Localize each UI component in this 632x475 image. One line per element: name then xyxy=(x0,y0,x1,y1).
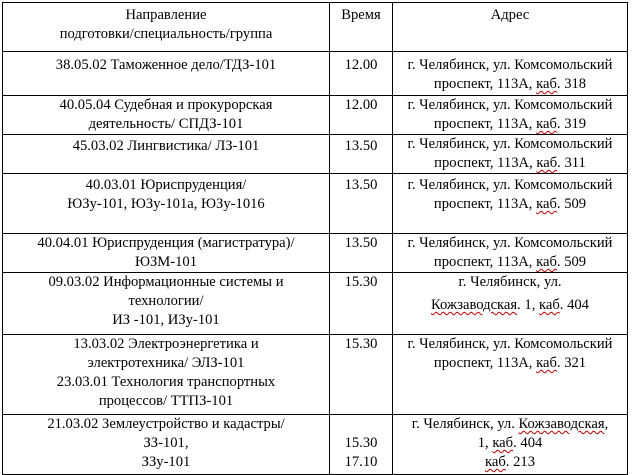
table-row xyxy=(3,174,628,234)
cell-time: 15.30 17.10 xyxy=(330,415,393,475)
header-direction-line1: Направление xyxy=(125,7,207,23)
header-direction xyxy=(3,3,330,52)
table-row xyxy=(3,96,628,135)
cell-direction: 21.03.02 Землеустройство и кадастры/ ЗЗ-101, ЗЗу-101 xyxy=(3,415,330,475)
schedule-table xyxy=(2,2,628,475)
cell-address: г. Челябинск, ул. Кожзаводская. 1, каб. 404 xyxy=(393,273,628,335)
header-time: Время xyxy=(330,3,393,52)
cell-address: г. Челябинск, ул. Кожзаводская, 1, каб. 404 каб. 213 xyxy=(393,415,628,475)
cell-direction: 13.03.02 Электроэнергетика и электротехника/ ЭЛЗ-101 23.03.01 Технология транспортных процессов/ ТТПЗ-101 xyxy=(3,335,330,415)
table-row xyxy=(3,234,628,273)
table-row xyxy=(3,52,628,96)
cell-address: г. Челябинск, ул. Комсомольский проспект, 113А, каб. 319 xyxy=(393,96,628,135)
cell-address: г. Челябинск, ул. Комсомольский проспект, 113А, каб. 509 xyxy=(393,174,628,234)
cell-direction: 40.03.01 Юриспруденция/ ЮЗу-101, ЮЗу-101а, ЮЗу-1016 xyxy=(3,174,330,234)
table-row xyxy=(3,335,628,415)
cell-time: 13.50 xyxy=(330,174,393,234)
cell-time: 15.30 xyxy=(330,273,393,335)
cell-time: 12.00 xyxy=(330,52,393,96)
table-header-row xyxy=(3,3,628,52)
cell-direction: 09.03.02 Информационные системы и технологии/ ИЗ -101, ИЗу-101 xyxy=(3,273,330,335)
table-row xyxy=(3,135,628,174)
header-address: Адрес xyxy=(393,3,628,52)
table-row xyxy=(3,415,628,475)
cell-time: 12.00 xyxy=(330,96,393,135)
cell-direction: 38.05.02 Таможенное дело/ТДЗ-101 xyxy=(3,52,330,96)
cell-address: г. Челябинск, ул. Комсомольский проспект, 113А, каб. 321 xyxy=(393,335,628,415)
cell-direction: 40.04.01 Юриспруденция (магистратура)/ ЮЗМ-101 xyxy=(3,234,330,273)
cell-direction: 45.03.02 Лингвистика/ ЛЗ-101 xyxy=(3,135,330,174)
cell-time: 13.50 xyxy=(330,135,393,174)
cell-address: г. Челябинск, ул. Комсомольский проспект, 113А, каб. 509 xyxy=(393,234,628,273)
cell-address: г. Челябинск, ул. Комсомольский проспект, 113А, каб. 311 xyxy=(393,135,628,174)
table-row xyxy=(3,273,628,335)
header-direction-line2: подготовки/специальность/группа xyxy=(59,26,273,42)
cell-address: г. Челябинск, ул. Комсомольский проспект, 113А, каб. 318 xyxy=(393,52,628,96)
cell-time: 15.30 xyxy=(330,335,393,415)
cell-time: 13.50 xyxy=(330,234,393,273)
cell-direction: 40.05.04 Судебная и прокурорская деятельность/ СПДЗ-101 xyxy=(3,96,330,135)
